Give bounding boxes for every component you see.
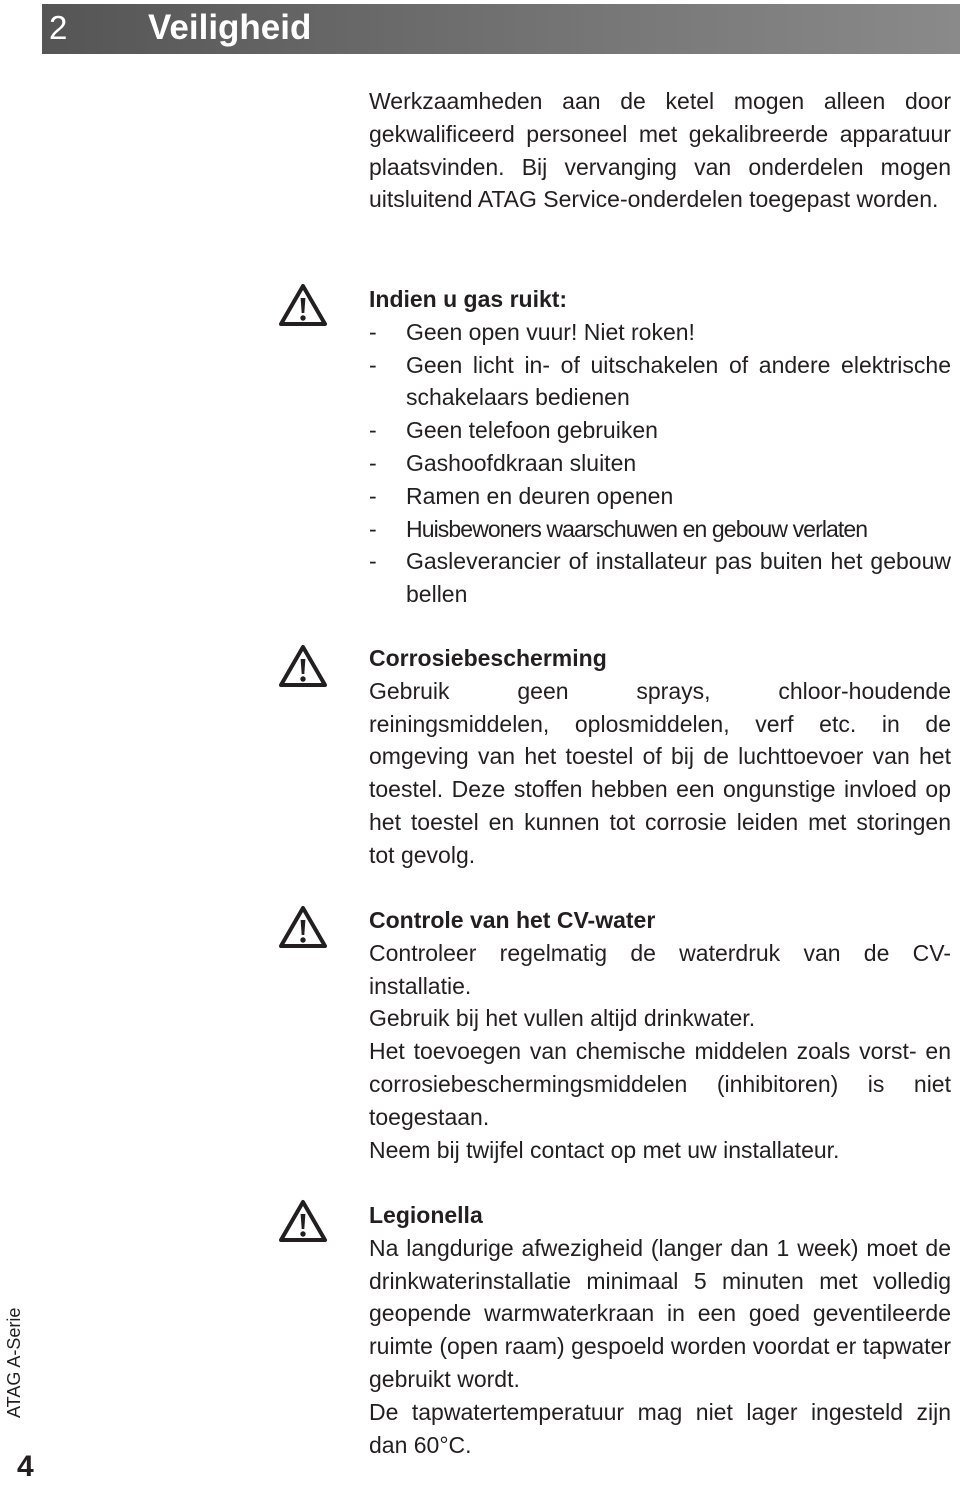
list-item: - Geen licht in- of uitschakelen of andere elektrische schakelaars bedienen <box>369 351 951 411</box>
legionella-section <box>369 1199 951 1461</box>
intro-paragraph: Werkzaamheden aan de ketel mogen alleen door gekwalificeerd personeel met gekalibreerde apparatuur plaatsvinden. Bij vervanging van onderdelen mogen uitsluitend ATAG Service-onderdelen toegepast worden. <box>369 88 951 213</box>
legionella-paragraph: Na langdurige afwezigheid (langer dan 1 week) moet de drinkwaterinstallatie minimaal 5 minuten met volledig geopende warmwaterkraan in een goed geventileerde ruimte (open raam) gespoeld worden voordat er tapwater gebruikt wordt. <box>369 1234 951 1392</box>
list-item: - Gashoofdkraan sluiten <box>369 449 637 476</box>
legionella-heading: Legionella <box>369 1202 483 1228</box>
warning-triangle-icon <box>278 644 328 688</box>
list-item: - Huisbewoners waarschuwen en gebouw verlaten <box>369 515 868 542</box>
corrosion-section <box>369 642 951 872</box>
list-item: - Gasleverancier of installateur pas buiten het gebouw bellen <box>369 548 951 608</box>
legionella-paragraph: De tapwatertemperatuur mag niet lager ingesteld zijn dan 60°C. <box>369 1398 951 1458</box>
cv-water-paragraph: Controleer regelmatig de waterdruk van de CV-installatie. <box>369 939 951 999</box>
cv-water-section <box>369 904 951 1166</box>
page-number: 4 <box>17 1450 34 1483</box>
corrosion-text: Gebruik geen sprays, chloor-houdende reiningsmiddelen, oplosmiddelen, verf etc. in de omgeving van het toestel of bij de luchttoevoer van het toestel. Deze stoffen hebben een ongunstige invloed op het toestel en kunnen tot corrosie leiden met storingen tot gevolg. <box>369 677 951 868</box>
list-item: - Ramen en deuren openen <box>369 482 674 509</box>
warning-triangle-icon <box>278 283 328 327</box>
gas-heading: Indien u gas ruikt: <box>369 286 568 312</box>
cv-water-paragraph: Neem bij twijfel contact op met uw installateur. <box>369 1136 840 1163</box>
chapter-title: Veiligheid <box>148 8 312 47</box>
series-label: ATAG A-Serie <box>4 1307 24 1418</box>
corrosion-heading: Corrosiebescherming <box>369 645 607 671</box>
gas-section <box>369 283 951 611</box>
warning-triangle-icon <box>278 1199 328 1243</box>
gas-list <box>369 316 951 611</box>
chapter-number: 2 <box>49 9 68 46</box>
cv-water-paragraph: Gebruik bij het vullen altijd drinkwater. <box>369 1005 756 1032</box>
intro-section <box>369 85 951 216</box>
cv-water-paragraph: Het toevoegen van chemische middelen zoals vorst- en corrosiebeschermingsmiddelen (inhibitoren) is niet toegestaan. <box>369 1038 951 1130</box>
warning-triangle-icon <box>278 905 328 949</box>
list-item: - Geen open vuur! Niet roken! <box>369 318 695 345</box>
cv-water-heading: Controle van het CV-water <box>369 907 656 933</box>
list-item: - Geen telefoon gebruiken <box>369 417 658 444</box>
